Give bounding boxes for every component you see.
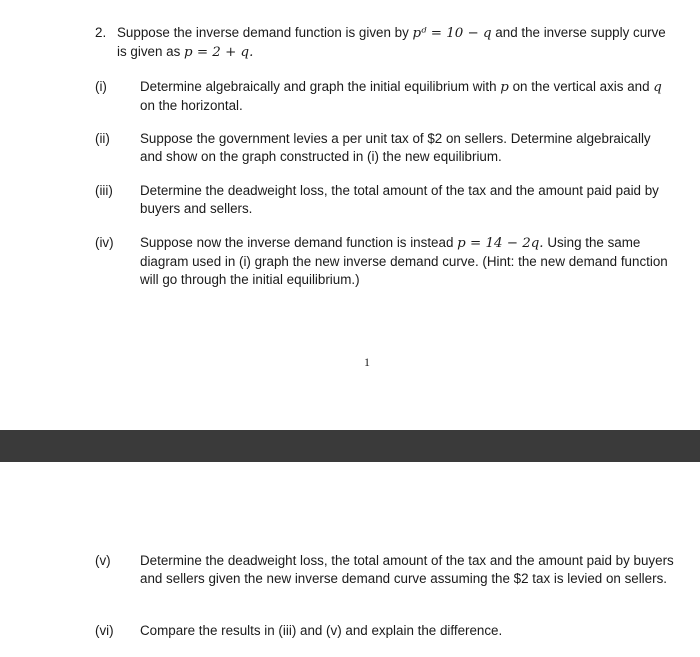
part-text-iv — [140, 234, 675, 289]
part-text-iii: Determine the deadweight loss, the total amount of the tax and the amount paid paid by buyers and sellers. — [140, 183, 659, 216]
part-label-iii: (iii) — [95, 183, 113, 198]
part-i-text-after: on the horizontal. — [140, 98, 243, 113]
page-separator — [0, 430, 700, 462]
question-number: 2. — [95, 25, 107, 40]
part-label-vi: (vi) — [95, 623, 114, 638]
part-text-i — [140, 78, 675, 115]
question-intro-text: Suppose the inverse demand function is given by — [117, 25, 409, 40]
part-text-ii: Suppose the government levies a per unit tax of $2 on sellers. Determine algebraically and show on the graph constructed in (i) the new equilibrium. — [140, 131, 651, 164]
part-i-text-middle: on the vertical axis and — [512, 79, 650, 94]
page-number: 1 — [364, 355, 370, 369]
part-text-vi: Compare the results in (iii) and (v) and explain the difference. — [140, 623, 503, 638]
part-text-v: Determine the deadweight loss, the total amount of the tax and the amount paid by buyers and sellers given the new inverse demand curve assuming the $2 tax is levied on sellers. — [140, 553, 674, 586]
question-intro — [117, 24, 677, 62]
supply-equation: p = 2 + q. — [184, 45, 254, 60]
question-mid-text: and the inverse supply curve is given as — [117, 25, 666, 59]
part-i-var-p: p — [500, 80, 509, 95]
part-label-v: (v) — [95, 553, 111, 568]
part-label-ii: (ii) — [95, 131, 110, 146]
part-iv-text-before: Suppose now the inverse demand function is instead — [140, 235, 454, 250]
page-2 — [0, 462, 700, 657]
part-i-var-q: q — [653, 80, 662, 95]
demand-equation: pᵈ = 10 − q — [412, 26, 492, 41]
part-label-i: (i) — [95, 79, 107, 94]
part-label-iv: (iv) — [95, 235, 114, 250]
part-iv-equation: p = 14 − 2q. — [457, 236, 544, 251]
part-i-text-before: Determine algebraically and graph the initial equilibrium with — [140, 79, 497, 94]
part-iv-text-after: Using the same diagram used in (i) graph the new inverse demand curve. (Hint: the new demand function will go through the initial equilibrium.) — [140, 235, 668, 287]
